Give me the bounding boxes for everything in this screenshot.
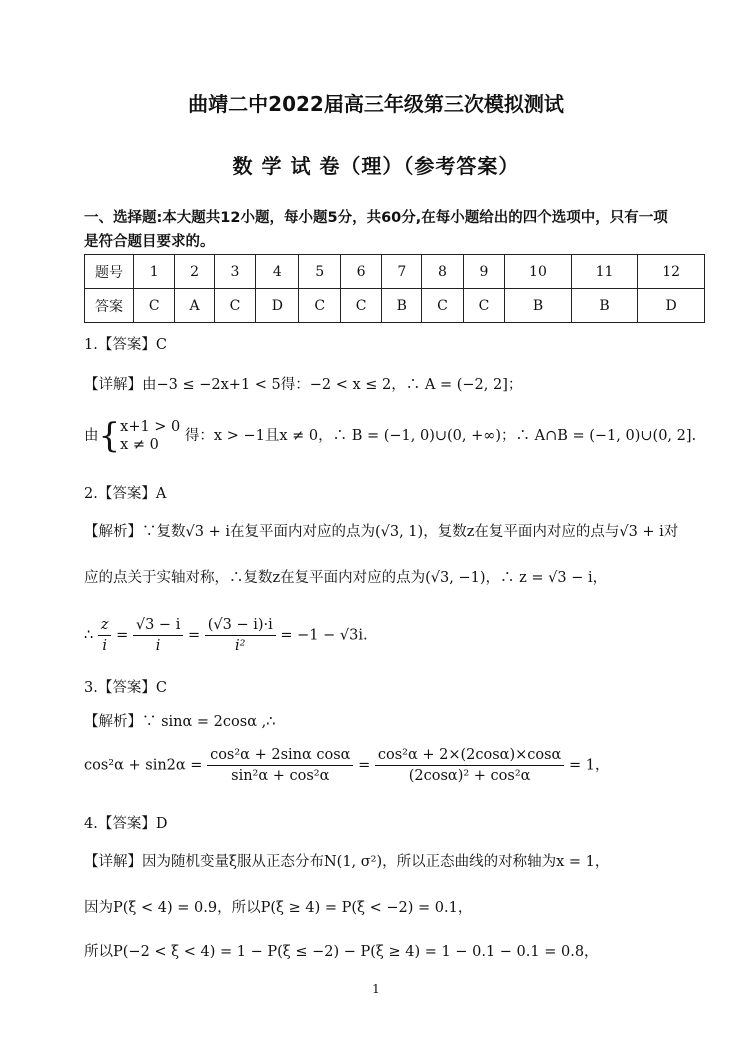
section-heading-line2: 是符合题目要求的。 (84, 234, 215, 250)
table-cell: 11 (571, 255, 638, 289)
school-title: 曲靖二中2022届高三年级第三次模拟测试 (188, 92, 564, 116)
table-cell: 1 (134, 255, 175, 289)
fraction: $\frac{z}{i}$ (98, 615, 112, 656)
q1-detail-line2 (84, 418, 696, 454)
table-row-answers (85, 289, 705, 323)
table-cell: 9 (463, 255, 504, 289)
q2-result: = −1 − √3i. (280, 627, 368, 644)
q3-lhs: cos²α + sin2α = (84, 757, 203, 774)
q1-result: 得：x > −1且x ≠ 0，∴ B = (−1, 0)∪(0, +∞)；∴ A∩B = (−1, 0)∪(0, 2]. (184, 428, 697, 444)
table-cell: 7 (382, 255, 422, 289)
q3-formula: cos²α + sin2α = $\frac{\text{cos²α + 2sinα cosα}}{\text{sin²α + cos²α}}$ = $\frac{\text{cos²α + 2×(2cosα)×cosα}}{\text{(2cosα)² + cos²α}}$ = 1， (84, 747, 610, 784)
table-cell: C (299, 289, 340, 323)
q4-answer: 4.【答案】D (84, 816, 168, 832)
table-cell: 3 (214, 255, 255, 289)
q4-line3: 所以P(−2 < ξ < 4) = 1 − P(ξ ≤ −2) − P(ξ ≥ 4) = 1 − 0.1 − 0.1 = 0.8， (84, 944, 599, 960)
table-cell: B (382, 289, 422, 323)
exam-title: 数 学 试 卷（理）（参考答案） (232, 154, 520, 178)
table-cell: C (214, 289, 255, 323)
fraction: $\frac{√3 - i}{i}$ (133, 615, 183, 656)
section-heading-line1: 一、选择题:本大题共12小题，每小题5分，共60分,在每小题给出的四个选项中，只有一项 (84, 210, 668, 226)
therefore-symbol: ∴ (84, 627, 98, 644)
table-cell: 8 (422, 255, 463, 289)
system-row: x+1 > 0 (120, 419, 181, 435)
q2-line2: 应的点关于实轴对称，∴复数z在复平面内对应的点为(√3, −1)，∴ z = √3 − i， (84, 570, 608, 586)
table-cell: C (340, 289, 381, 323)
table-cell: 4 (256, 255, 299, 289)
table-cell: C (422, 289, 463, 323)
table-cell: 2 (175, 255, 214, 289)
table-cell: D (638, 289, 705, 323)
page-number: 1 (372, 982, 380, 996)
table-cell: D (256, 289, 299, 323)
q2-line1: 【解析】∵复数√3 + i在复平面内对应的点为(√3, 1)，复数z在复平面内对应的点与√3 + i对 (84, 524, 679, 540)
fraction: $\frac{(√3 - i)\cdot i}{\text{i²}}$ (205, 615, 276, 656)
table-row-label: 题号 (85, 255, 134, 289)
q1-answer: 1.【答案】C (84, 337, 167, 353)
q3-answer: 3.【答案】C (84, 680, 167, 696)
table-cell: 10 (505, 255, 572, 289)
q3-line1: 【解析】∵ sinα = 2cosα ,∴ (84, 714, 276, 730)
q2-answer: 2.【答案】A (84, 486, 167, 502)
inequality-system (120, 418, 180, 454)
table-cell: A (175, 289, 214, 323)
fraction: $\frac{\text{cos²α + 2sinα cosα}}{\text{sin²α + cos²α}}$ (207, 745, 353, 786)
table-row-numbers (85, 255, 705, 289)
table-cell: C (134, 289, 175, 323)
table-row-label: 答案 (85, 289, 134, 323)
q2-formula: ∴ $\frac{z}{i}$ = $\frac{√3 - i}{i}$ = $\frac{(√3 - i)\cdot i}{\text{i²}}$ = −1 − √3i. (84, 617, 368, 654)
fraction: $\frac{\text{cos²α + 2×(2cosα)×cosα}}{\text{(2cosα)² + cos²α}}$ (375, 745, 565, 786)
table-cell: 6 (340, 255, 381, 289)
table-cell: 12 (638, 255, 705, 289)
table-cell: 5 (299, 255, 340, 289)
left-brace-icon: { (98, 416, 121, 456)
q4-line1: 【详解】因为随机变量ξ服从正态分布N(1, σ²)，所以正态曲线的对称轴为x = 1， (84, 854, 610, 870)
table-cell: B (571, 289, 638, 323)
q3-result: = 1， (568, 757, 610, 774)
table-cell: B (505, 289, 572, 323)
answer-table (84, 254, 705, 323)
q4-line2: 因为P(ξ < 4) = 0.9，所以P(ξ ≥ 4) = P(ξ < −2) = 0.1， (84, 900, 473, 916)
table-cell: C (463, 289, 504, 323)
q1-prefix: 由 (84, 428, 99, 444)
q1-detail-line1: 【详解】由−3 ≤ −2x+1 < 5得：−2 < x ≤ 2，∴ A = (−2, 2]； (84, 377, 523, 393)
system-row: x ≠ 0 (120, 437, 159, 453)
